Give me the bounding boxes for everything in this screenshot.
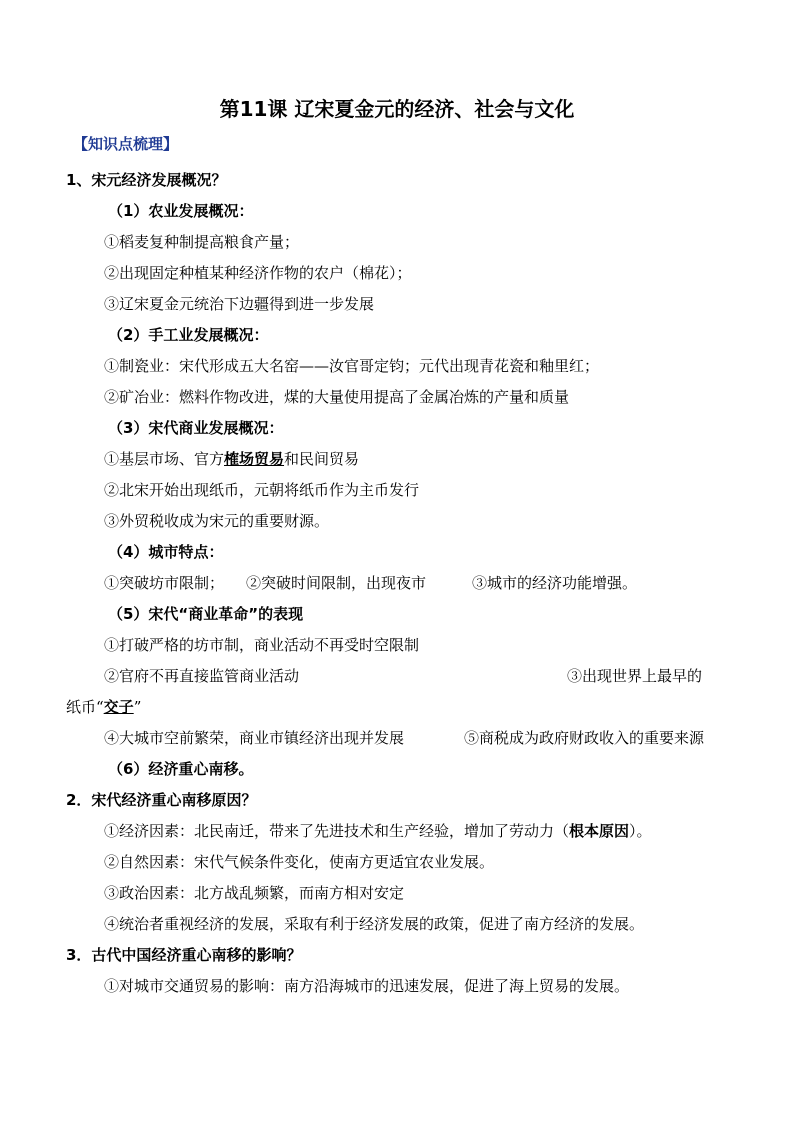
city-item-3: ③城市的经济功能增强。 xyxy=(472,574,638,592)
agri-item-3: ③辽宋夏金元统治下边疆得到进一步发展 xyxy=(104,295,375,313)
question-3-heading: 3．古代中国经济重心南移的影响？ xyxy=(66,946,302,964)
agri-heading: （1）农业发展概况： xyxy=(108,202,254,220)
agri-item-1: ①稻麦复种制提高粮食产量； xyxy=(104,233,300,251)
commerce-heading: （3）宋代商业发展概况： xyxy=(108,419,284,437)
revolution-item-3-start: ③出现世界上最早的 xyxy=(567,667,703,685)
revolution-item-2: ②官府不再直接监管商业活动 xyxy=(104,667,300,685)
revolution-item-1: ①打破严格的坊市制，商业活动不再受时空限制 xyxy=(104,636,420,654)
q3-item-1: ①对城市交通贸易的影响：南方沿海城市的迅速发展，促进了海上贸易的发展。 xyxy=(104,977,630,995)
q2-item-1-emphasis: 根本原因 xyxy=(569,822,630,840)
agri-item-2: ②出现固定种植某种经济作物的农户（棉花）； xyxy=(104,264,412,282)
city-item-2: ②突破时间限制，出现夜市 xyxy=(246,574,427,592)
q2-item-4: ④统治者重视经济的发展，采取有利于经济发展的政策，促进了南方经济的发展。 xyxy=(104,915,645,933)
question-2-heading: 2．宋代经济重心南移原因？ xyxy=(66,791,257,809)
city-heading: （4）城市特点： xyxy=(108,543,224,561)
revolution-item-3-pre: 纸币“ xyxy=(66,698,104,716)
q2-item-2: ②自然因素：宋代气候条件变化，使南方更适宜农业发展。 xyxy=(104,853,495,871)
page-title: 第11课 辽宋夏金元的经济、社会与文化 xyxy=(219,97,575,121)
q2-item-3: ③政治因素：北方战乱频繁，而南方相对安定 xyxy=(104,884,405,902)
q2-item-1-post: ）。 xyxy=(629,822,652,840)
commerce-item-1-pre: ①基层市场、官方 xyxy=(104,450,225,468)
craft-heading: （2）手工业发展概况： xyxy=(108,326,269,344)
commerce-item-3: ③外贸税收成为宋元的重要财源。 xyxy=(104,512,330,530)
question-1-heading: 1、宋元经济发展概况？ xyxy=(66,171,227,189)
revolution-item-3-post: ” xyxy=(133,698,142,716)
commerce-item-1-post: 和民间贸易 xyxy=(284,450,360,468)
revolution-item-3-emphasis: 交子 xyxy=(103,698,134,716)
craft-item-1: ①制瓷业：宋代形成五大名窑——汝官哥定钧；元代出现青花瓷和釉里红； xyxy=(104,357,600,375)
commerce-item-1-emphasis: 榷场贸易 xyxy=(224,450,285,468)
shift-heading: （6）经济重心南移。 xyxy=(108,760,254,778)
city-item-1: ①突破坊市限制； xyxy=(104,574,225,592)
revolution-item-5: ⑤商税成为政府财政收入的重要来源 xyxy=(464,729,705,747)
revolution-item-4: ④大城市空前繁荣，商业市镇经济出现并发展 xyxy=(104,729,405,747)
commerce-item-1 xyxy=(104,448,359,470)
revolution-item-3-cont xyxy=(66,696,141,718)
q2-item-1 xyxy=(104,820,652,842)
revolution-heading: （5）宋代“商业革命”的表现 xyxy=(108,605,304,623)
commerce-item-2: ②北宋开始出现纸币，元朝将纸币作为主币发行 xyxy=(104,481,420,499)
section-tag: 【知识点梳理】 xyxy=(73,135,179,153)
craft-item-2: ②矿冶业：燃料作物改进，煤的大量使用提高了金属冶炼的产量和质量 xyxy=(104,388,570,406)
q2-item-1-pre: ①经济因素：北民南迁，带来了先进技术和生产经验，增加了劳动力（ xyxy=(104,822,570,840)
